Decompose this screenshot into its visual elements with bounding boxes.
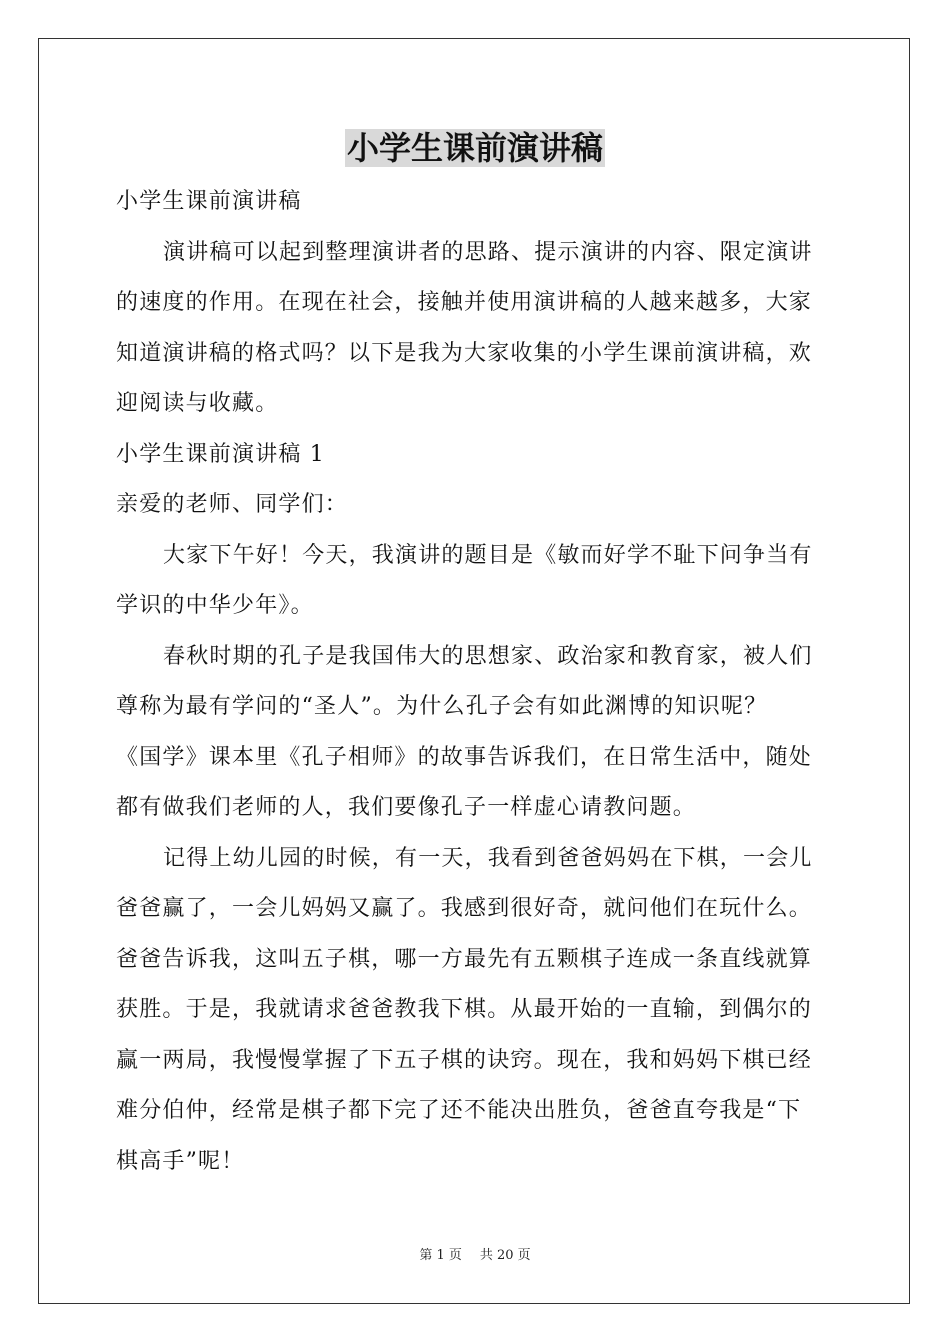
text-line: 亲爱的老师、同学们： [116,492,349,517]
text-line: 记得上幼儿园的时候，有一天，我看到爸爸妈妈在下棋，一会儿 [163,845,813,871]
text-line: 爸爸赢了，一会儿妈妈又赢了。我感到很好奇，就问他们在玩什么。 [116,896,813,921]
text-line: 的速度的作用。在现在社会，接触并使用演讲稿的人越来越多，大家 [116,290,813,315]
page-footer [0,1247,950,1265]
page-total: 共 20 页 [479,1248,531,1263]
text-line: 小学生课前演讲稿 [116,189,302,214]
document-title-text: 小学生课前演讲稿 [346,129,603,167]
text-line: 小学生课前演讲稿 1 [116,441,325,467]
text-line: 学识的中华少年》。 [116,593,314,618]
text-line: 获胜。于是，我就请求爸爸教我下棋。从最开始的一直输，到偶尔的 [116,997,813,1022]
text-line: 都有做我们老师的人，我们要像孔子一样虚心请教问题。 [116,795,697,820]
text-line: 春秋时期的孔子是我国伟大的思想家、政治家和教育家，被人们 [163,643,813,669]
text-line: 知道演讲稿的格式吗？以下是我为大家收集的小学生课前演讲稿，欢 [116,340,813,366]
text-line: 爸爸告诉我，这叫五子棋，哪一方最先有五颗棋子连成一条直线就算 [116,946,813,972]
text-line: 赢一两局，我慢慢掌握了下五子棋的诀窍。现在，我和妈妈下棋已经 [116,1047,813,1073]
text-line: 《国学》课本里《孔子相师》的故事告诉我们，在日常生活中，随处 [116,744,813,770]
document-title [0,126,950,170]
page-number: 第 1 页 [419,1248,462,1263]
text-line: 演讲稿可以起到整理演讲者的思路、提示演讲的内容、限定演讲 [163,239,813,265]
text-line: 大家下午好！今天，我演讲的题目是《敏而好学不耻下问争当有 [163,542,813,568]
text-line: 难分伯仲，经常是棋子都下完了还不能决出胜负，爸爸直夸我是“下 [116,1098,802,1123]
document-body [116,177,836,1187]
text-line: 迎阅读与收藏。 [116,391,279,416]
text-line: 棋高手”呢！ [116,1148,245,1174]
text-line: 尊称为最有学问的“圣人”。为什么孔子会有如此渊博的知识呢？ [116,694,768,719]
